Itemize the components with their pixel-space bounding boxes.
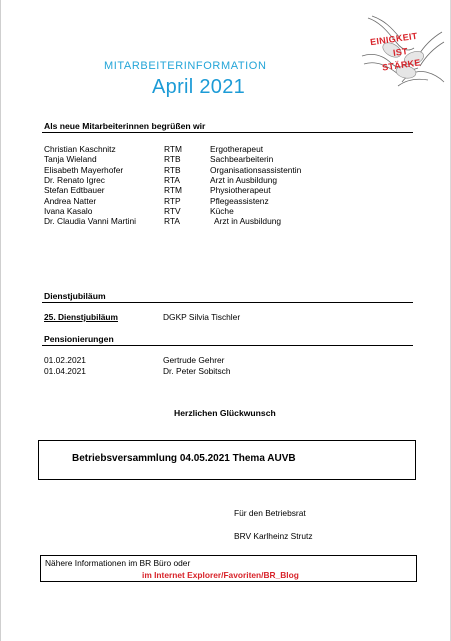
table-row [44, 165, 364, 175]
staff-code: RTP [164, 196, 181, 206]
signature-line-1: Für den Betriebsrat [234, 508, 306, 518]
jubilee-label: 25. Dienstjubiläum [44, 312, 118, 322]
staff-code: RTA [164, 216, 180, 226]
new-staff-heading: Als neue Mitarbeiterinnen begrüßen wir [44, 121, 206, 131]
retirement-name: Gertrude Gehrer [163, 355, 225, 365]
staff-role: Pflegeassistenz [210, 196, 269, 206]
staff-name: Tanja Wieland [44, 154, 97, 164]
table-row [44, 196, 364, 206]
staff-role: Küche [210, 206, 234, 216]
congratulations-text: Herzlichen Glückwunsch [174, 408, 276, 418]
jubilee-rule [42, 302, 413, 303]
table-row [44, 144, 364, 154]
staff-role: Arzt in Ausbildung [214, 216, 282, 226]
retirement-date: 01.02.2021 [44, 355, 86, 365]
table-row [44, 185, 364, 195]
logo-text-bottom: STÄRKE [381, 57, 422, 73]
staff-code: RTV [164, 206, 181, 216]
staff-code: RTB [164, 165, 181, 175]
staff-code: RTM [164, 144, 182, 154]
staff-name: Stefan Edtbauer [44, 185, 105, 195]
table-row [44, 216, 364, 226]
signature-line-2: BRV Karlheinz Strutz [234, 531, 313, 541]
page-left-edge [0, 0, 1, 641]
retirements-heading: Pensionierungen [44, 334, 114, 344]
document-subtitle: MITARBEITERINFORMATION [104, 60, 267, 72]
document-title: April 2021 [152, 76, 246, 98]
info-text: Nähere Informationen im BR Büro oder [45, 558, 191, 568]
table-row [44, 206, 364, 216]
staff-code: RTA [164, 175, 180, 185]
blog-link[interactable]: im Internet Explorer/Favoriten/BR_Blog [142, 570, 299, 580]
staff-name: Elisabeth Mayerhofer [44, 165, 124, 175]
staff-name: Andrea Natter [44, 196, 97, 206]
jubilee-heading: Dienstjubiläum [44, 291, 106, 301]
staff-name: Christian Kaschnitz [44, 144, 116, 154]
staff-role: Physiotherapeut [210, 185, 271, 195]
staff-code: RTM [164, 185, 182, 195]
staff-role: Arzt in Ausbildung [210, 175, 278, 185]
logo-text-mid: IST [392, 46, 409, 58]
table-row [44, 175, 364, 185]
table-row [44, 154, 364, 164]
jubilee-person: DGKP Silvia Tischler [163, 312, 241, 322]
logo-text-top: EINIGKEIT [369, 30, 419, 48]
staff-code: RTB [164, 154, 181, 164]
retirement-name: Dr. Peter Sobitsch [163, 366, 231, 376]
new-staff-rule [42, 132, 413, 133]
retirements-rule [42, 345, 413, 346]
staff-name: Dr. Claudia Vanni Martini [44, 216, 137, 226]
retirement-date: 01.04.2021 [44, 366, 86, 376]
staff-role: Sachbearbeiterin [210, 154, 274, 164]
staff-name: Dr. Renato Igrec [44, 175, 105, 185]
staff-role: Ergotherapeut [210, 144, 264, 154]
meeting-text: Betriebsversammlung 04.05.2021 Thema AUVB [72, 453, 296, 464]
staff-role: Organisationsassistentin [210, 165, 302, 175]
staff-name: Ivana Kasalo [44, 206, 93, 216]
